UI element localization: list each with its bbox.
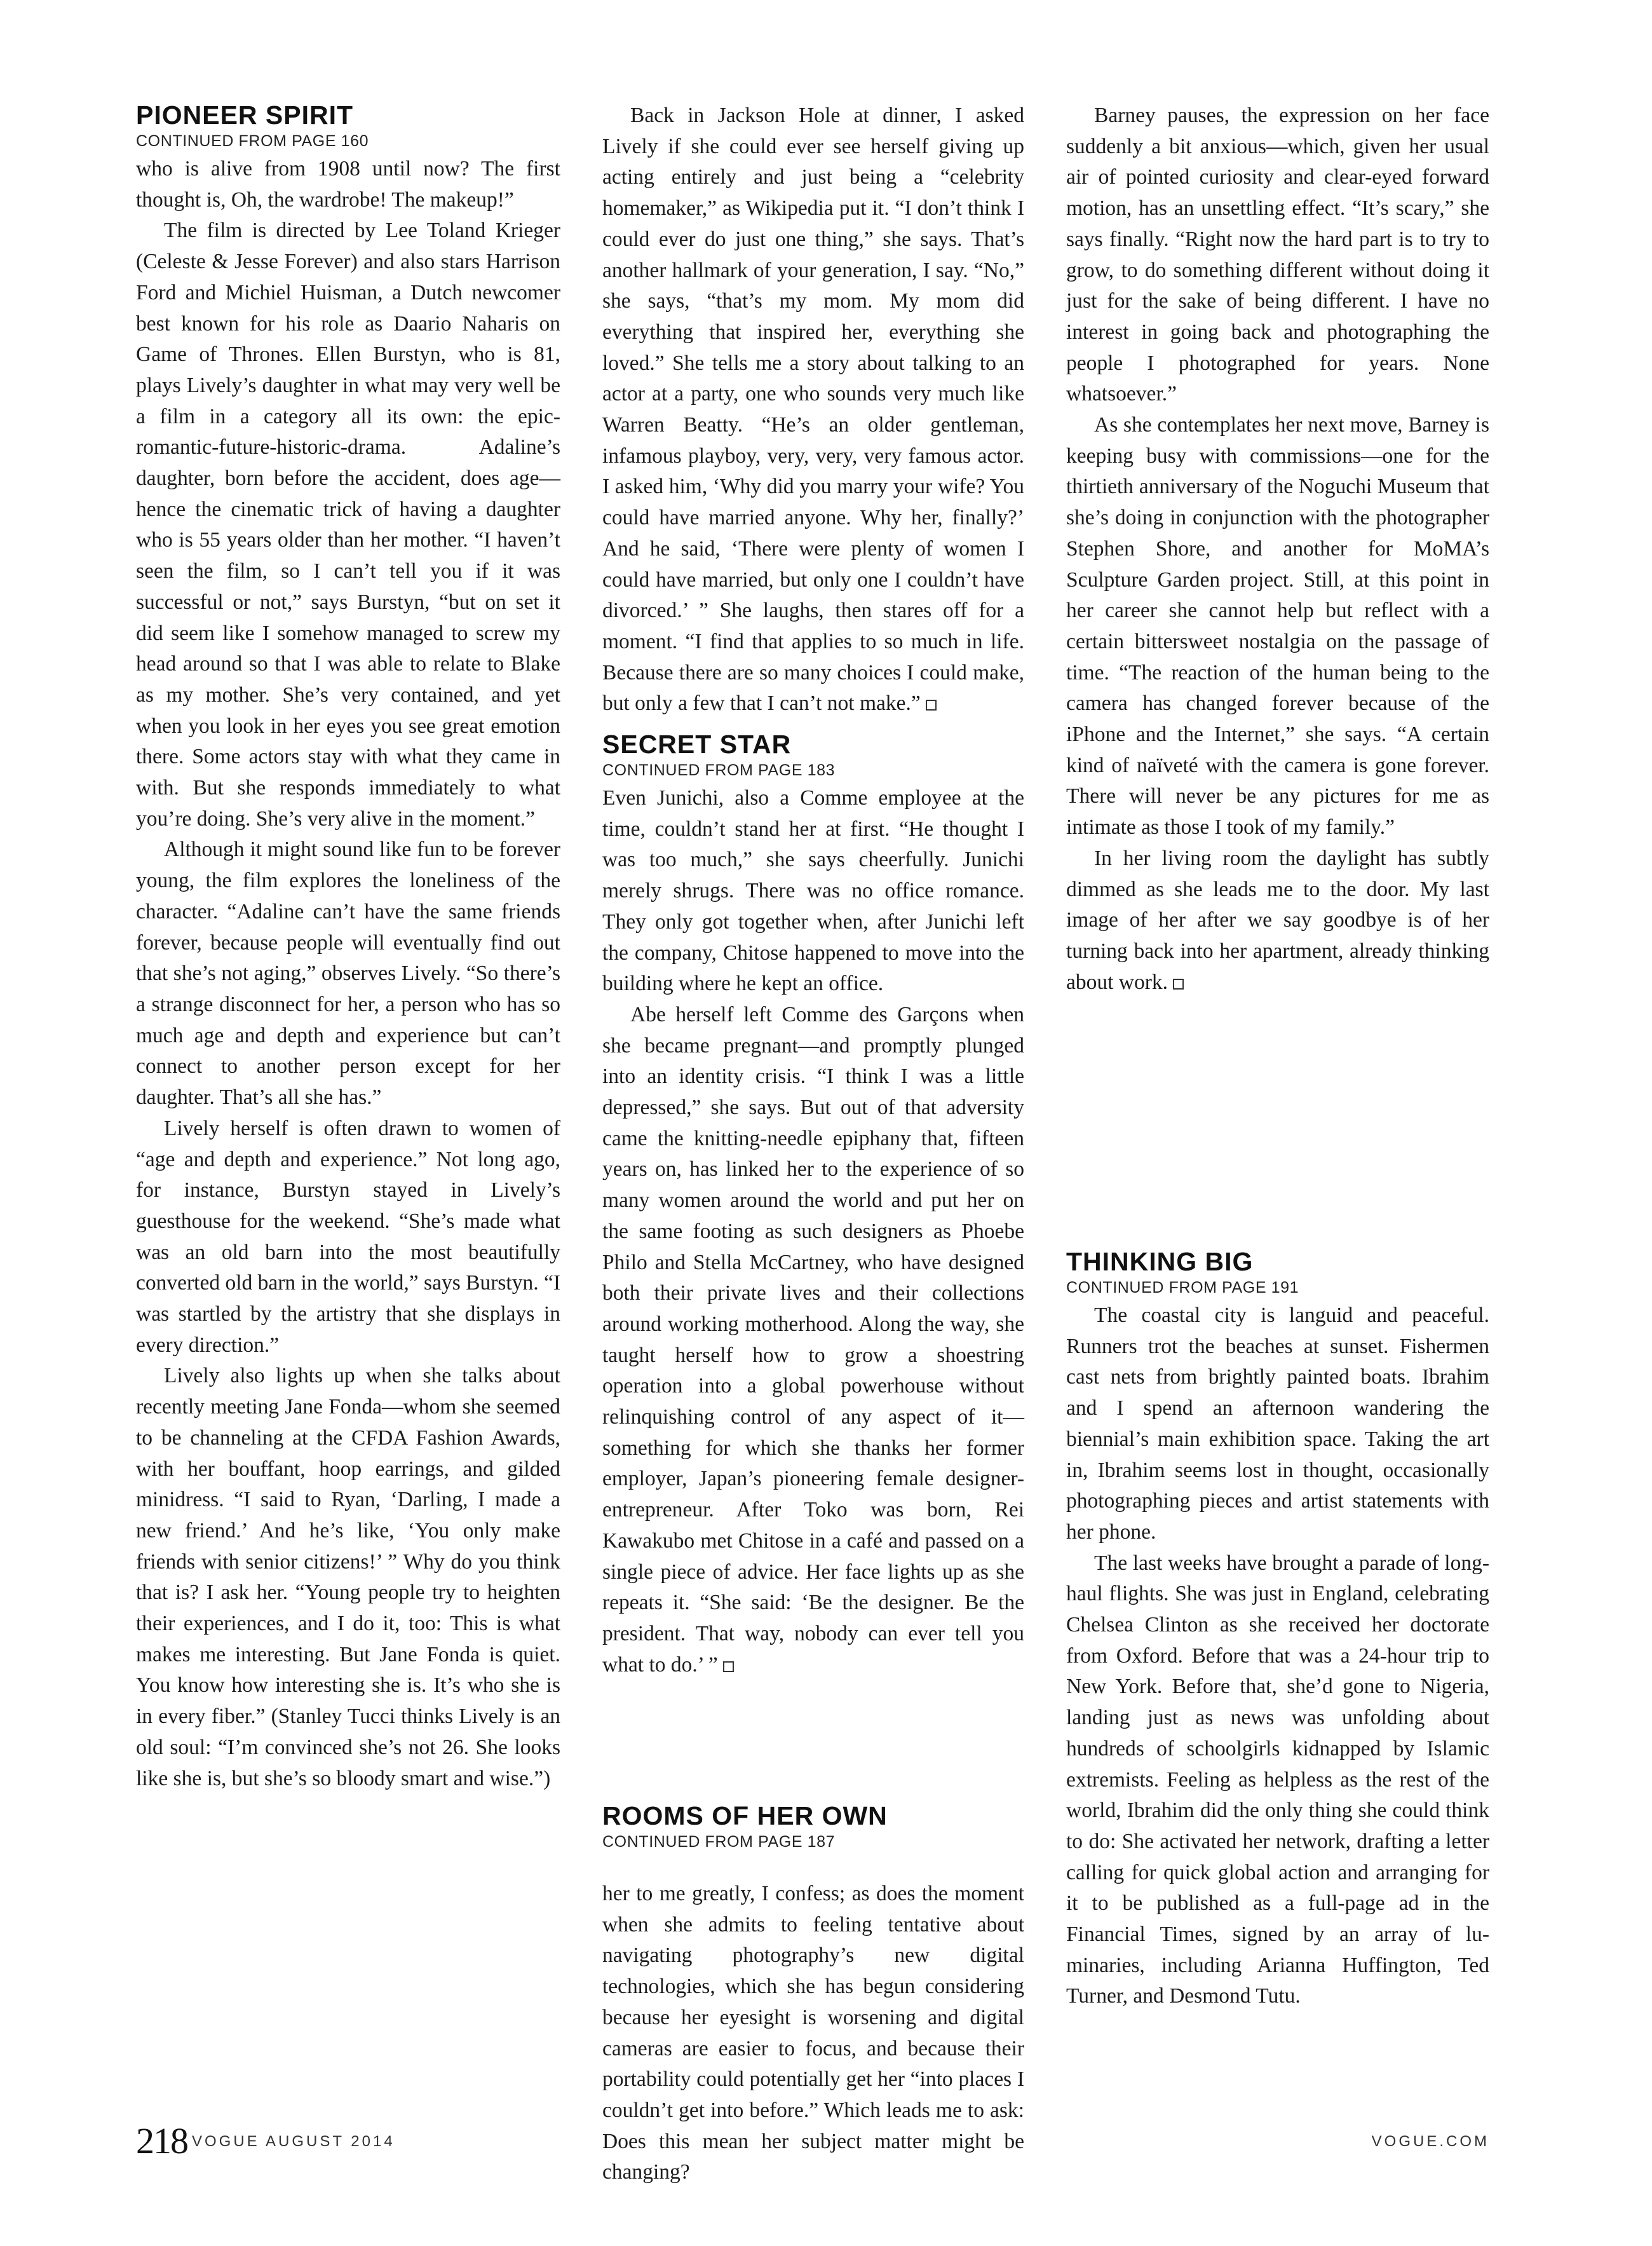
- paragraph: The film is directed by Lee Toland Krieger (Celeste & Jesse Forever) and also stars Harrison Ford and Michiel Huisman, a Dutch newcomer best known for his role as Daario Naharis on Game of Thrones. Ellen Burstyn, who is 81, plays Lively’s daughter in what may very well be a film in a category all its own: the epic-romantic-future-historic-drama. Adaline’s daughter, born before the accident, does age—hence the cinematic trick of having a daughter who is 55 years older than her mother. “I haven’t seen the film, so I can’t tell you if it was successful or not,” says Burstyn, “but on set it did seem like I somehow managed to screw my head around so that I was able to relate to Blake as my mother. She’s very contained, and yet when you look in her eyes you see great emotion there. Some actors stay with what they came in with. But she responds immediately to what you’re doing. She’s very alive in the moment.”: [136, 219, 560, 831]
- section-heading-secret-star: SECRET STAR: [602, 730, 792, 759]
- article-rooms-of-her-own-continued: [1066, 100, 1489, 998]
- paragraph: The last weeks have brought a parade of long-haul flights. She was just in England, celebrating Chelsea Clinton as she received her doctorate from Oxford. Before that was a 24-hour trip to New York. Before that, she’d gone to Nigeria, landing just as news was unfolding about hundreds of schoolgirls kidnapped by Islamic extremists. Feeling as helpless as the rest of the world, Ibrahim did the only thing she could think to do: She activated her network, drafting a letter calling for quick global action and arranging for it to be published as a full-page ad in the Financial Times, signed by an array of luminaries, including Arianna Huffington, Ted Turner, and Desmond Tutu.: [1066, 1551, 1489, 2008]
- end-mark-icon: [723, 1661, 734, 1672]
- paragraph: who is alive from 1908 until now? The first thought is, Oh, the wardrobe! The makeup!”: [136, 157, 560, 212]
- paragraph: [602, 100, 1024, 719]
- continued-from-label: CONTINUED FROM PAGE 191: [1066, 1279, 1299, 1297]
- continued-from-label: CONTINUED FROM PAGE 183: [602, 761, 836, 779]
- paragraph-text: Back in Jackson Hole at dinner, I asked Lively if she could ever see herself giving up acting entirely and just being a “celebrity homemaker,” as Wikipedia put it. “I don’t think I could ever do just one thing,” she says. That’s another hallmark of your generation, I say. “No,” she says, “that’s my mom. My mom did everything that inspired her, everything she loved.” She tells me a story about talking to an actor at a party, one who sounds very much like Warren Beatty. “He’s an older gentleman, infamous playboy, very, very, very famous actor. I asked him, ‘Why did you marry your wife? You could have married anyone. Why her, finally?’ And he said, ‘There were plenty of women I could have married, but only one I couldn’t have divorced.’ ” She laughs, then stares off for a moment. “I find that applies to so much in life. Because there are so many choices I could make, but only a few that I can’t not make.”: [602, 104, 1024, 716]
- page-number: 218: [136, 2120, 187, 2161]
- end-mark-icon: [926, 700, 937, 711]
- website-label: VOGUE.COM: [1371, 2133, 1489, 2150]
- article-rooms-of-her-own: [602, 1801, 1024, 1855]
- paragraph: her to me greatly, I confess; as does the moment when she admits to feeling tentative about navigating photography’s new digital technologies, which she has begun considering because her eyesight is worsening and digital cameras are easier to focus, and because their portability could potentially get her “into places I couldn’t get into before.” Which leads me to ask: Does this mean her subject matter might be changing?: [602, 1882, 1024, 2184]
- paragraph: Even Junichi, also a Comme employee at the time, couldn’t stand her at first. “He thought I was too much,” she says cheerfully. Junichi merely shrugs. There was no office romance. They only got together when, after Junichi left the company, Chitose happened to move into the building where he kept an office.: [602, 786, 1024, 996]
- continued-from-label: CONTINUED FROM PAGE 160: [136, 132, 369, 150]
- article-thinking-big: [1066, 1247, 1489, 2012]
- article-pioneer-spirit: [136, 100, 560, 1794]
- paragraph: Lively herself is often drawn to women of “age and depth and experience.” Not long ago, for instance, Burstyn stayed in Lively’s guesthouse for the weekend. “She’s made what was an old barn into the most beautifully converted old barn in the world,” says Burstyn. “I was startled by the artistry that she displays in every direction.”: [136, 1116, 560, 1357]
- paragraph: Although it might sound like fun to be forever young, the film explores the loneliness of the character. “Adaline can’t have the same friends forever, because people will eventually find out that she’s not aging,” observes Lively. “So there’s a strange disconnect for her, a person who has so much age and depth and experience but can’t connect to another person except for her daughter. That’s all she has.”: [136, 838, 560, 1110]
- continued-from-label: CONTINUED FROM PAGE 187: [602, 1833, 836, 1851]
- section-heading-thinking-big: THINKING BIG: [1066, 1247, 1254, 1276]
- paragraph: [1066, 843, 1489, 998]
- paragraph: As she contemplates her next move, Barney is keeping busy with commissions—one for the thirtieth anniversary of the Noguchi Museum that she’s doing in conjunction with the photographer Stephen Shore, and another for MoMA’s Sculpture Garden project. Still, at this point in her career she cannot help but reflect with a certain bittersweet nostalgia on the passage of time. “The reaction of the human being to the camera has changed forever because of the iPhone and the Internet,” she says. “A certain kind of naïveté with the camera is gone forever. There will never be any pictures for me as intimate as those I took of my family.”: [1066, 413, 1489, 840]
- paragraph: Barney pauses, the expression on her face suddenly a bit anxious—which, given her usual air of pointed curiosity and clear-eyed forward motion, has an unsettling effect. “It’s scary,” she says finally. “Right now the hard part is to try to grow, to do something different without doing it just for the sake of being different. I have no interest in going back and photographing the people I photographed for years. None whatsoever.”: [1066, 104, 1489, 406]
- paragraph: [602, 1000, 1024, 1680]
- paragraph: The coastal city is languid and peaceful. Runners trot the beaches at sunset. Fishermen cast nets from brightly painted boats. Ibrahim and I spend an afternoon wandering the biennial’s main exhibition space. Taking the art in, Ibrahim seems lost in thought, occasionally photographing pieces and artist statements with her phone.: [1066, 1303, 1489, 1544]
- paragraph: Lively also lights up when she talks about recently meeting Jane Fonda—whom she seemed to be channeling at the CFDA Fashion Awards, with her bouffant, hoop earrings, and gilded minidress. “I said to Ryan, ‘Darling, I made a new friend.’ And he’s like, ‘You only make friends with senior citizens!’ ” Why do you think that is? I ask her. “Young people try to heighten their experiences, and I do it, too: This is what makes me interesting. But Jane Fonda is quiet. You know how interesting she is. It’s who she is in every fiber.” (Stanley Tucci thinks Lively is an old soul: “I’m convinced she’s not 26. She looks like she is, but she’s so bloody smart and wise.”): [136, 1364, 560, 1790]
- section-heading-rooms-of-her-own: ROOMS OF HER OWN: [602, 1801, 888, 1830]
- article-rooms-of-her-own-opening: [602, 1879, 1024, 2184]
- article-pioneer-spirit-end: [602, 100, 1024, 719]
- paragraph-text: In her living room the daylight has subtly dimmed as she leads me to the door. My last image of her after we say goodbye is of her turning back into her apartment, already thinking about work.: [1066, 846, 1489, 994]
- page-footer: [136, 2120, 1489, 2161]
- paragraph-text: Abe herself left Comme des Garçons when she became pregnant—and promptly plunged into an identity crisis. “I think I was a little depressed,” she says. But out of that adversity came the knitting-needle epiphany that, fifteen years on, has linked her to the experience of so many women around the world and put her on the same footing as such designers as Phoebe Philo and Stella McCartney, who have designed both their private lives and their collections around working motherhood. Along the way, she taught herself how to grow a shoestring operation into a global powerhouse without relinquishing control of any aspect of it—something for which she thanks her former employer, Japan’s pioneering female designer-entrepreneur. After Toko was born, Rei Kawakubo met Chitose in a café and passed on a single piece of advice. Her face lights up as she repeats it. “She said: ‘Be the designer. Be the president. That way, nobody can ever tell you what to do.’ ”: [602, 1002, 1024, 1677]
- end-mark-icon: [1173, 979, 1184, 990]
- magazine-issue-label: VOGUE AUGUST 2014: [192, 2133, 395, 2150]
- section-heading-pioneer-spirit: PIONEER SPIRIT: [136, 100, 354, 130]
- article-secret-star: [602, 730, 1024, 1680]
